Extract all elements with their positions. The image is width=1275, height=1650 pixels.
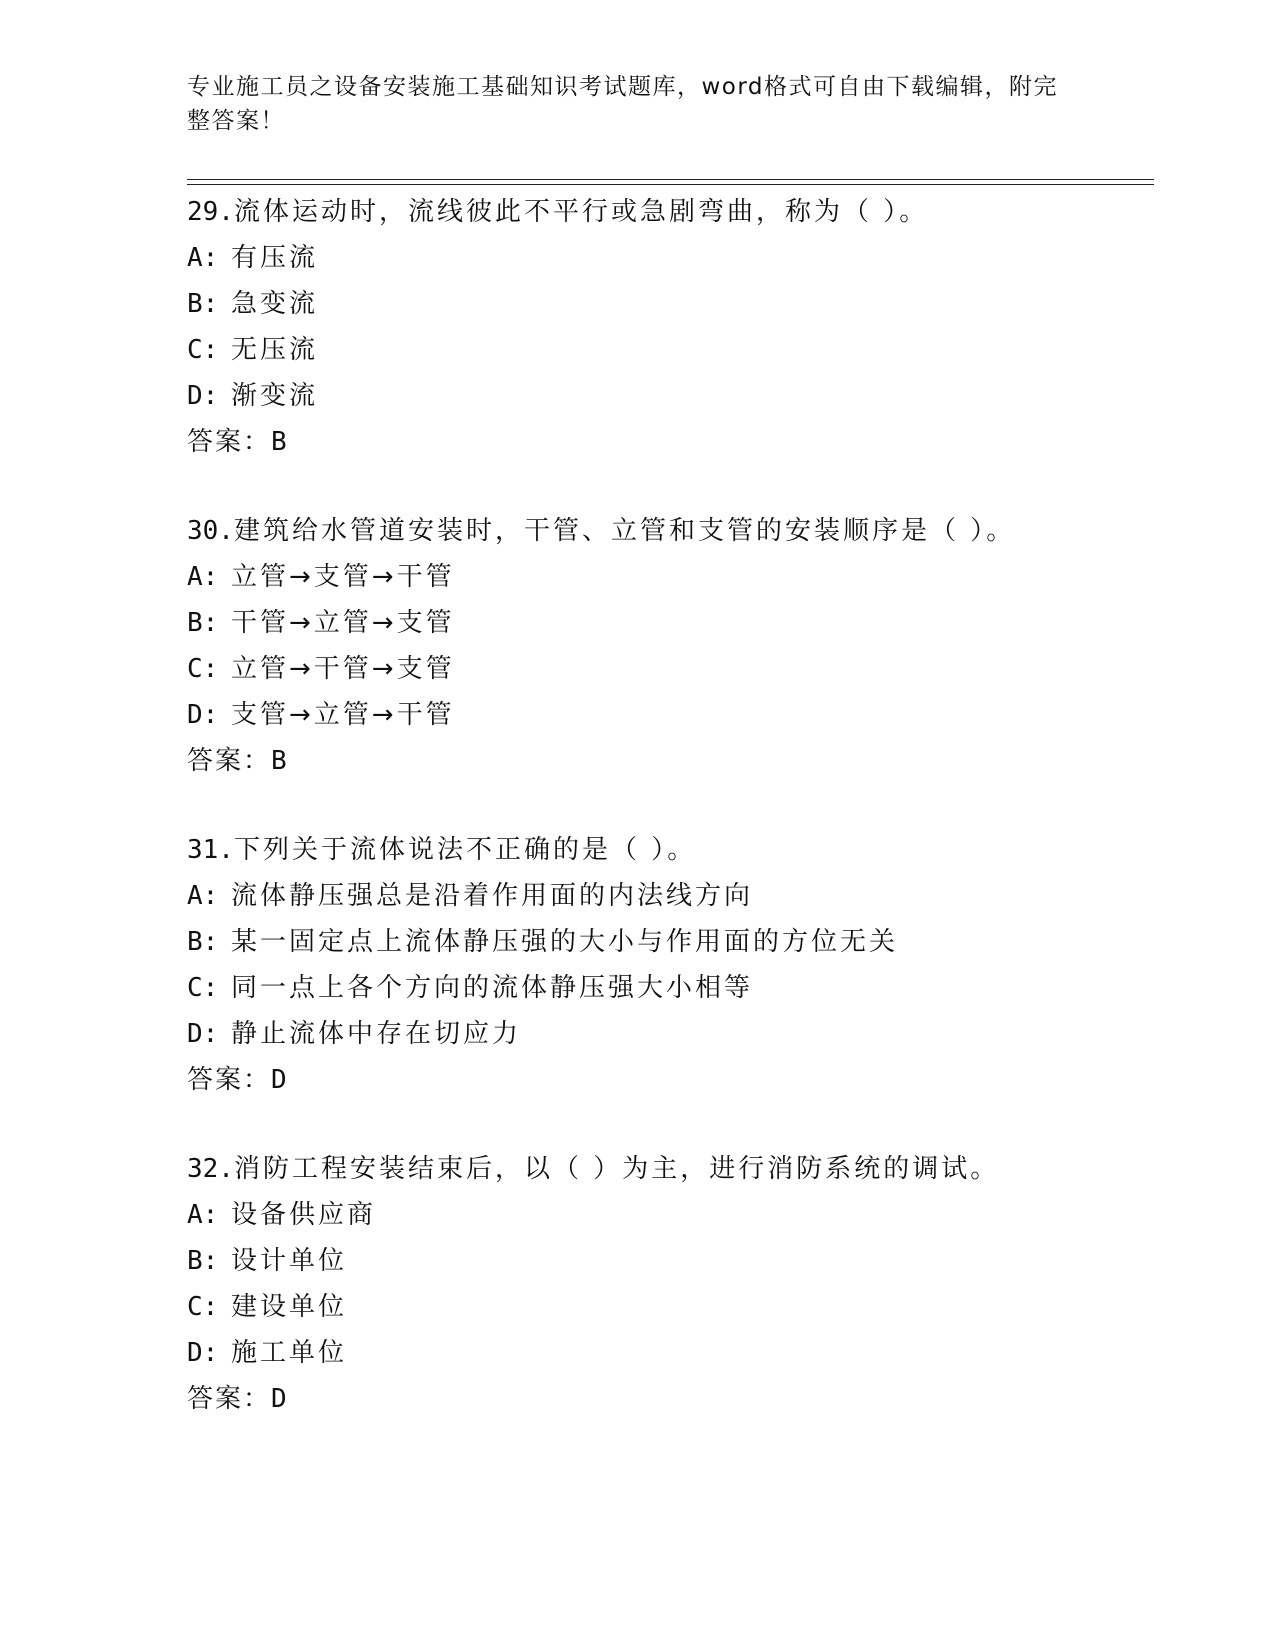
option-letter: C:	[187, 654, 219, 684]
option-letter: B:	[187, 289, 219, 319]
option-text: 渐变流	[231, 381, 319, 411]
answer-label: 答案：	[187, 1065, 272, 1095]
option-text: 支管→立管→干管	[231, 700, 455, 730]
option-text: 立管→支管→干管	[231, 562, 455, 592]
option-c	[187, 965, 1147, 1011]
question-30	[187, 508, 1147, 784]
option-text: 无压流	[231, 335, 319, 365]
question-number: 31.	[187, 835, 234, 865]
option-letter: B:	[187, 608, 219, 638]
option-b	[187, 1238, 1147, 1284]
answer-line	[187, 1057, 1147, 1103]
question-stem	[187, 189, 1147, 235]
question-text: 流体运动时，流线彼此不平行或急剧弯曲，称为（ ）。	[233, 197, 929, 227]
answer-line	[187, 419, 1147, 465]
option-letter: A:	[187, 562, 219, 592]
option-text: 有压流	[231, 243, 319, 273]
question-text: 消防工程安装结束后，以（ ）为主，进行消防系统的调试。	[233, 1154, 1000, 1184]
answer-label: 答案：	[187, 427, 272, 457]
question-29	[187, 189, 1147, 465]
option-c	[187, 327, 1147, 373]
option-d	[187, 692, 1147, 738]
question-32	[187, 1146, 1147, 1422]
option-text: 静止流体中存在切应力	[231, 1019, 522, 1049]
option-a	[187, 554, 1147, 600]
option-letter: D:	[187, 1338, 219, 1368]
option-d	[187, 1330, 1147, 1376]
answer-value: D	[271, 1384, 289, 1414]
option-text: 施工单位	[231, 1338, 348, 1368]
option-letter: B:	[187, 1246, 219, 1276]
option-letter: D:	[187, 1019, 219, 1049]
option-letter: B:	[187, 927, 219, 957]
option-text: 设备供应商	[231, 1200, 377, 1230]
question-stem	[187, 508, 1147, 554]
answer-line	[187, 1376, 1147, 1422]
option-letter: D:	[187, 381, 219, 411]
option-text: 建设单位	[231, 1292, 348, 1322]
question-text: 建筑给水管道安装时，干管、立管和支管的安装顺序是（ ）。	[233, 516, 1016, 546]
question-stem	[187, 1146, 1147, 1192]
option-d	[187, 373, 1147, 419]
question-text: 下列关于流体说法不正确的是（ ）。	[233, 835, 697, 865]
question-number: 32.	[187, 1154, 234, 1184]
option-text: 干管→立管→支管	[231, 608, 455, 638]
question-31	[187, 827, 1147, 1103]
option-letter: D:	[187, 700, 219, 730]
option-a	[187, 235, 1147, 281]
option-letter: A:	[187, 243, 219, 273]
option-letter: C:	[187, 973, 219, 1003]
answer-value: D	[271, 1065, 289, 1095]
option-a	[187, 873, 1147, 919]
answer-label: 答案：	[187, 1384, 272, 1414]
answer-value: B	[271, 746, 289, 776]
option-letter: C:	[187, 1292, 219, 1322]
option-text: 某一固定点上流体静压强的大小与作用面的方位无关	[231, 927, 899, 957]
option-letter: A:	[187, 1200, 219, 1230]
option-b	[187, 919, 1147, 965]
header-divider-bottom	[187, 184, 1154, 185]
question-number: 29.	[187, 197, 234, 227]
option-d	[187, 1011, 1147, 1057]
document-header: 专业施工员之设备安装施工基础知识考试题库，word格式可自由下载编辑，附完整答案！	[187, 74, 1059, 134]
answer-value: B	[271, 427, 289, 457]
question-stem	[187, 827, 1147, 873]
option-text: 立管→干管→支管	[231, 654, 455, 684]
option-b	[187, 281, 1147, 327]
question-number: 30.	[187, 516, 234, 546]
answer-line	[187, 738, 1147, 784]
option-c	[187, 646, 1147, 692]
option-text: 急变流	[231, 289, 319, 319]
answer-label: 答案：	[187, 746, 272, 776]
option-letter: A:	[187, 881, 219, 911]
option-c	[187, 1284, 1147, 1330]
option-letter: C:	[187, 335, 219, 365]
option-text: 流体静压强总是沿着作用面的内法线方向	[231, 881, 754, 911]
option-a	[187, 1192, 1147, 1238]
option-b	[187, 600, 1147, 646]
header-divider-top	[187, 179, 1154, 180]
option-text: 设计单位	[231, 1246, 348, 1276]
option-text: 同一点上各个方向的流体静压强大小相等	[231, 973, 754, 1003]
